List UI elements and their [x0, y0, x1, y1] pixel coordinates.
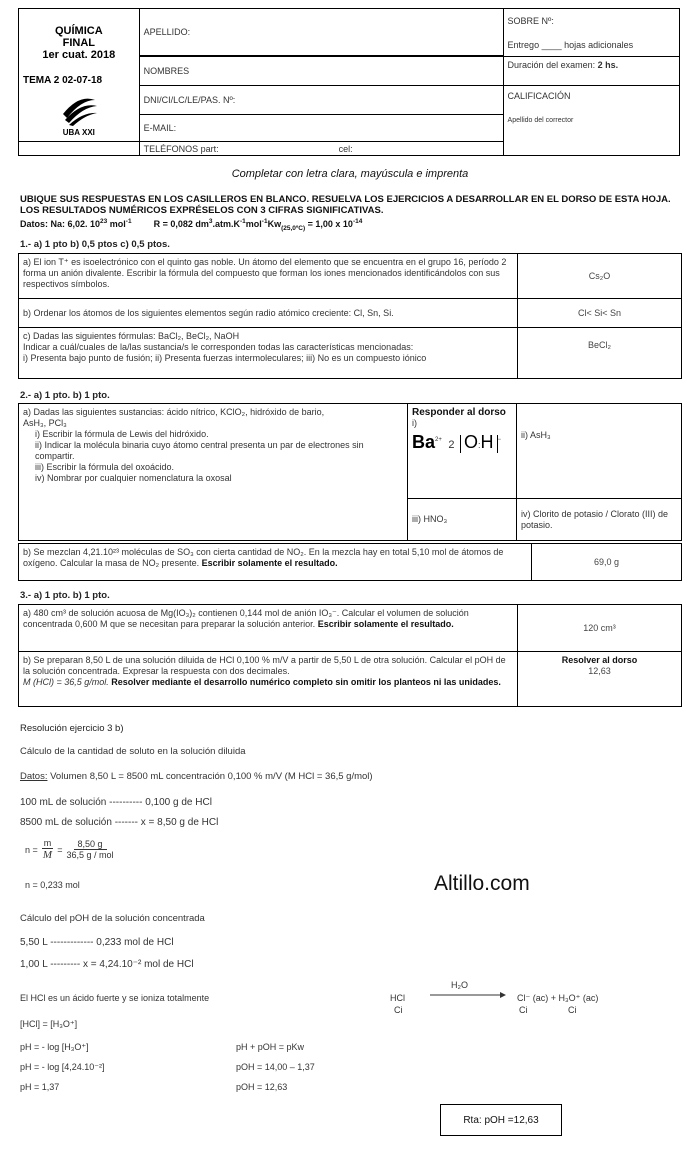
logo-text: UBA XXI: [62, 128, 95, 137]
eq-cf2: Ci: [568, 1005, 577, 1015]
eq-ci: Ci: [394, 1005, 403, 1015]
q2-table: [18, 403, 682, 541]
instructions-text: UBIQUE SUS RESPUESTAS EN LOS CASILLEROS EN BLANCO. RESUELVA LOS EJERCICIOS A DESARROLLAR EN EL DORSO DE ESTA HOJA. LOS RESULTADOS NUMÉRICOS EXPRÉSELOS CON 3 CIFRAS SIGNIFICATIVAS.: [20, 194, 671, 216]
datos-line: Datos: Na: 6,02. $10^{23}$ mol$^{-1}$ R = 0,082 $dm^3.atm.K^{-1}mol^{-1}Kw_{(25,0ºC)} = 1,00$ x $10^{-14}$: [20, 218, 363, 232]
q3a-answer[interactable]: 120 cm³: [518, 605, 682, 652]
poh-line-3: pOH = 12,63: [236, 1082, 288, 1092]
q3b-answer-cell[interactable]: [518, 652, 682, 707]
calc1-title: Cálculo de la cantidad de soluto en la solución diluida: [20, 746, 246, 757]
header-logo-cell: [19, 9, 140, 142]
n-result: n = 0,233 mol: [25, 880, 80, 890]
duracion-label: Duración del examen:: [507, 60, 596, 70]
apellido-field[interactable]: APELLIDO:: [139, 9, 503, 56]
q1-title: 1.- a) 1 pto b) 0,5 ptos c) 0,5 ptos.: [20, 239, 170, 250]
cel-label: cel:: [338, 143, 353, 154]
q3-table: [18, 604, 682, 707]
course-title: QUÍMICA: [54, 25, 103, 37]
calc-line-1: 100 mL de solución ---------- 0,100 g de HCl: [20, 797, 212, 808]
calc2-title: Cálculo del pOH de la solución concentrada: [20, 913, 205, 924]
poh-line-1: pH + pOH = pKw: [236, 1042, 305, 1052]
q1a-answer[interactable]: Cs₂O: [518, 254, 682, 299]
calc-line-2: 8500 mL de solución ------- x = 8,50 g de HCl: [20, 817, 219, 828]
sobre-cell: [503, 9, 679, 57]
datos-line-res: Datos: Volumen 8,50 L = 8500 mL concentración 0,100 % m/V (M HCl = 36,5 g/mol): [20, 771, 373, 782]
q2b-answer[interactable]: 69,0 g: [532, 544, 682, 581]
lewis-structure: $Ba^{2+}$ 2 O:H −: [412, 432, 502, 452]
q1-table: [18, 253, 682, 379]
duracion-cell: [503, 57, 679, 86]
dni-field[interactable]: DNI/CI/LC/LE/PAS. Nº:: [139, 86, 503, 115]
tema: TEMA 2 02-07-18: [23, 75, 103, 86]
uba-logo-icon: [59, 92, 99, 126]
responder-label: Responder al dorso: [412, 407, 506, 418]
poh-line-2: pOH = 14,00 – 1,37: [236, 1062, 315, 1072]
eq-products: Cl⁻ (ac) + H₃O⁺ (ac): [517, 993, 599, 1003]
calc-line-4: 1,00 L --------- x = 4,24.10⁻² mol de HCl: [20, 959, 194, 970]
q1b-text: b) Ordenar los átomos de los siguientes elementos según radio atómico creciente: Cl, Sn, Si.: [19, 299, 518, 328]
q3b-answer: 12,63: [588, 666, 611, 676]
q2a-text: a) Dadas las siguientes sustancias: ácido nítrico, KClO₂, hidróxido de bario, AsH₃, PCl₃ i) Escribir la fórmula de Lewis del hidróxido. ii) Indicar la molécula binaria cuyo átomo central presenta un par de electrones sin compartir. iii) Escribir la fórmula del oxoácido. iv) Nombrar por cualquier nomenclatura la oxosal: [19, 404, 408, 541]
calificacion-cell: [503, 86, 679, 156]
acid-text: El HCl es un ácido fuerte y se ioniza totalmente: [20, 993, 210, 1003]
telefonos-label: TELÉFONOS part:: [143, 143, 219, 154]
sobre-label: SOBRE Nº:: [507, 16, 554, 26]
email-field[interactable]: E-MAIL:: [139, 115, 503, 142]
conc-eq: [HCl] = [H₃O⁺]: [20, 1019, 78, 1029]
duracion-value: 2 hs.: [597, 60, 619, 70]
q2-title: 2.- a) 1 pto. b) 1 pto.: [20, 390, 110, 401]
entrego-label: Entrego ____ hojas adicionales: [507, 40, 634, 50]
nombres-field[interactable]: NOMBRES: [139, 57, 503, 86]
q2a-answer-iii[interactable]: iii) HNO₃: [408, 499, 517, 541]
n-formula: n = m M = 8,50 g 36,5 g / mol: [25, 838, 114, 861]
q2a-answer-iv[interactable]: iv) Clorito de potasio / Clorato (III) de potasio.: [517, 499, 682, 541]
q3b-text: b) Se preparan 8,50 L de una solución diluida de HCl 0,100 % m/V a partir de 5,50 L de otra solución. Calcular el pOH de la solución concentrada. Expresar la respuesta con dos decimales. M (HCl) = 36,5 g/mol. Resolver mediante el desarrollo numérico completo sin omitir los planteos ni las unidades.: [19, 652, 518, 707]
q1c-answer[interactable]: BeCl₂: [518, 328, 682, 379]
q2b-table: [18, 543, 682, 581]
q3-title: 3.- a) 1 pto. b) 1 pto.: [20, 590, 110, 601]
term: 1er cuat. 2018: [42, 49, 116, 61]
q1b-answer[interactable]: Cl< Si< Sn: [518, 299, 682, 328]
ph-line-3: pH = 1,37: [20, 1082, 60, 1092]
corrector-label: Apellido del corrector: [507, 117, 574, 124]
q1c-text: c) Dadas las siguientes fórmulas: BaCl₂, BeCl₂, NaOH Indicar a cuál/cuales de la/las sustancia/s le corresponden todas las características mencionadas: i) Presenta bajo punto de fusión; ii) Presenta fuerzas intermoleculares; iii) No es un compuesto iónico: [19, 328, 518, 379]
ph-line-1: pH = - log [H₃O⁺]: [20, 1042, 89, 1052]
resolution-title: Resolución ejercicio 3 b): [20, 723, 124, 734]
eq-water: H₂O: [451, 980, 468, 990]
eq-cf1: Ci: [519, 1005, 528, 1015]
exam-header: [18, 8, 680, 156]
eq-reactant: HCl: [390, 993, 405, 1003]
telefonos-field[interactable]: [139, 142, 503, 156]
resolver-label: Resolver al dorso: [561, 655, 638, 665]
calc-line-3: 5,50 L ------------- 0,233 mol de HCl: [20, 937, 174, 948]
q2a-answer-ii[interactable]: ii) AsH₃: [517, 404, 682, 499]
q1a-text: a) El ion T⁺ es isoelectrónico con el quinto gas noble. Un átomo del elemento que se encuentra en el grupo 16, período 2 forma un anión divalente. Escribir la fórmula del compuesto que forman los iones mencionados identificándolos con sus respectivos símbolos.: [19, 254, 518, 299]
reaction-arrow-icon: [430, 991, 506, 999]
watermark: Altillo.com: [434, 872, 530, 895]
q3a-text: a) 480 cm³ de solución acuosa de Mg(IO₃)₂ contienen 0,144 mol de anión IO₃⁻. Calcular el volumen de solución concentrada 0,600 M que se necesitan para preparar la solución anterior. Escribir solamente el resultado.: [19, 605, 518, 652]
course-subtitle: FINAL: [62, 37, 96, 49]
completar-note: Completar con letra clara, mayúscula e imprenta: [231, 168, 469, 180]
ph-line-2: pH = - log [4,24.10⁻²]: [20, 1062, 105, 1072]
calificacion-label: CALIFICACIÓN: [507, 91, 571, 101]
q2b-text: b) Se mezclan 4,21.10²³ moléculas de SO₃ con cierta cantidad de NO₂. En la mezcla hay en total 5,10 mol de átomos de oxígeno. Calcular la masa de NO₂ presente. Escribir solamente el resultado.: [19, 544, 532, 581]
final-answer-box: Rta: pOH =12,63: [440, 1104, 562, 1136]
q2a-answer-i[interactable]: Responder al dorso i) $Ba^{2+}$ 2 O:H −: [408, 404, 517, 499]
